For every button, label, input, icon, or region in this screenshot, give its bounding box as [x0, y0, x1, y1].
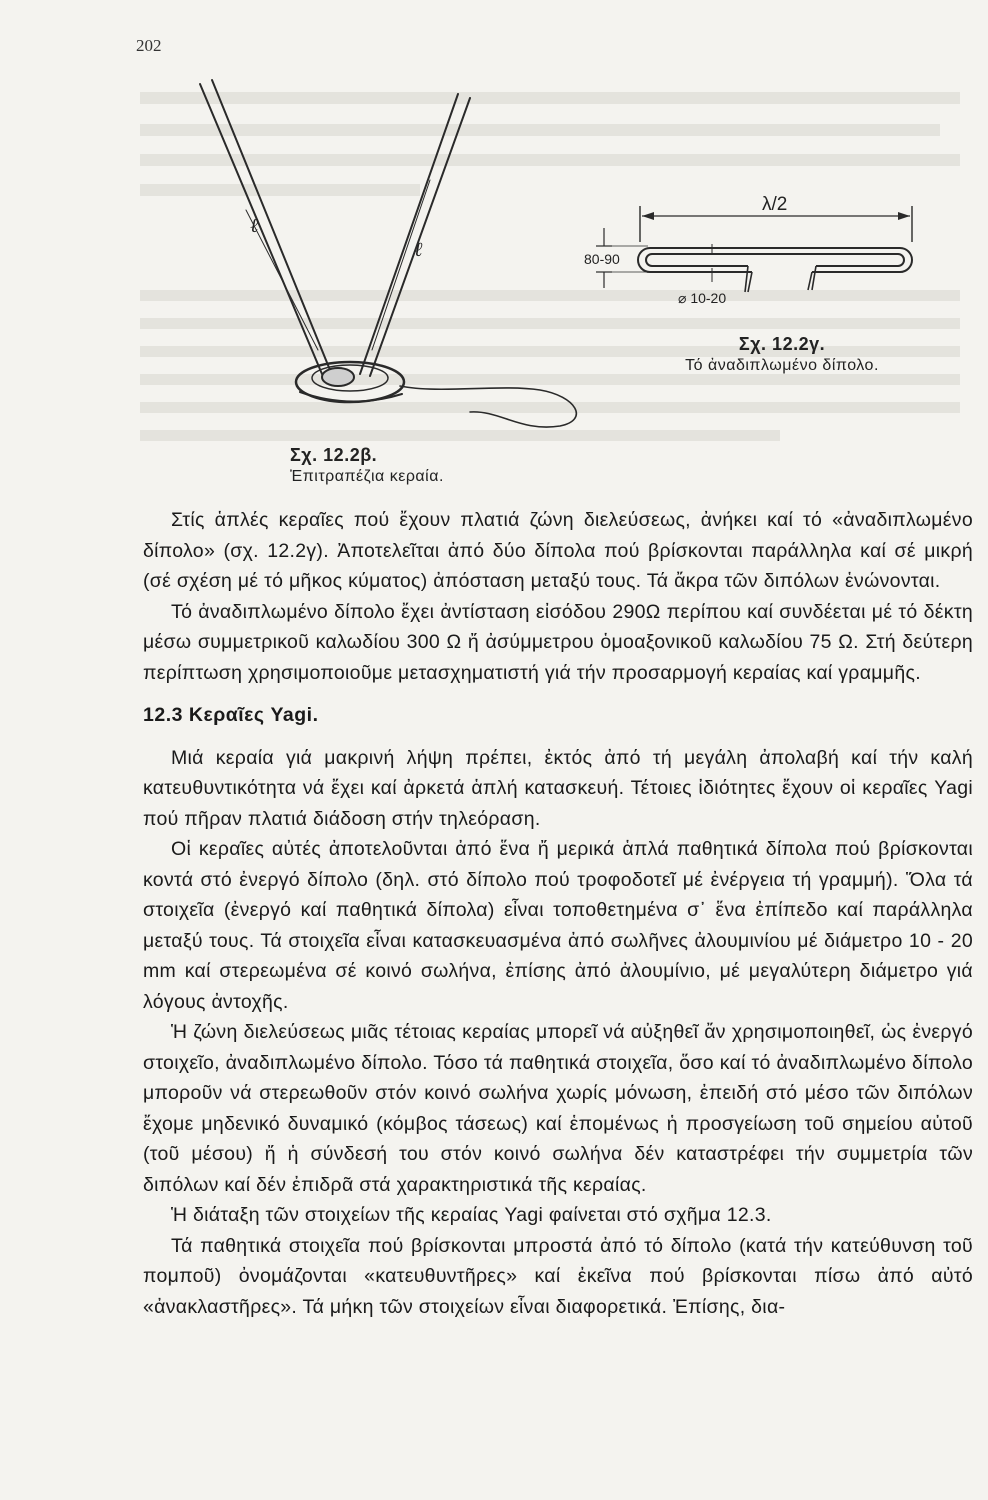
half-wavelength-label: λ/2 [762, 194, 788, 215]
fig-12-2b-caption: Ἐπιτραπέζια κεραία. [290, 468, 444, 485]
section-heading: 12.3 Κεραῖες Yagi. [143, 704, 319, 726]
paragraph: Ἡ ζώνη διελεύσεως μιᾶς τέτοιας κεραίας μπορεῖ νά αὐξηθεῖ ἄν χρησιμοποιηθεῖ, ὡς ἐνεργό στοιχεῖο, ἀναδιπλωμένο δίπολο. Τόσο τά παθητικά στοιχεῖα, ὅσο καί τό ἀναδιπλωμένο δίπολο μποροῦν νά στερεωθοῦν στόν κοινό σωλήνα χωρίς μόνωση, ἐπειδή στό μέσο τῶν διπόλων ἔχομε μηδενικό δυναμικό (κόμβος τάσεως) καί ἑπομένως ἡ προσγείωση τοῦ σημείου αὐτοῦ (τοῦ μέσου) ἤ ἡ σύνδεσή του στόν κοινό σωλήνα δέν καταστρέφει τήν συμμετρία τῶν διπόλων καί δέν ἐπιδρᾶ στά χαρακτηριστικά τῆς κεραίας. [143, 1021, 973, 1196]
rod-right-length-label: ℓ [414, 239, 423, 261]
fig-12-2c-caption: Τό ἀναδιπλωμένο δίπολο. [685, 357, 879, 374]
paragraph: Τά παθητικά στοιχεῖα πού βρίσκονται μπροστά ἀπό τό δίπολο (κατά τήν κατεύθυνση τοῦ πομποῦ) ὀνομάζονται «κατευθυντῆρες» καί ἐκεῖνα πού βρίσκονται πίσω ἀπό αὐτό «ἀνακλαστῆρες». Τά μήκη τῶν στοιχείων εἶναι διαφορετικά. Ἐπίσης, δια- [143, 1234, 973, 1318]
paragraph: Ἡ διάταξη τῶν στοιχείων τῆς κεραίας Yagi φαίνεται στό σχῆμα 12.3. [171, 1204, 772, 1226]
rod-left-length-label: ℓ [250, 215, 259, 237]
paragraph: Στίς ἁπλές κεραῖες πού ἔχουν πλατιά ζώνη διελεύσεως, ἀνήκει καί τό «ἀναδιπλωμένο δίπολο» (σχ. 12.2γ). Ἀποτελεῖται ἀπό δύο δίπολα πού βρίσκονται παράλληλα καί σέ μικρή (σέ σχέση μέ τό μῆκος κύματος) ἀπόσταση μεταξύ τους. Τά ἄκρα τῶν διπόλων ἑνώνονται. [143, 509, 973, 592]
paragraph: Μιά κεραία γιά μακρινή λήψη πρέπει, ἐκτός ἀπό τή μεγάλη ἀπολαβή καί τήν καλή κατευθυντικότητα νά ἔχει καί ἀρκετά ἁπλή κατασκευή. Τέτοιες ἰδιότητες ἔχουν οἱ κεραῖες Yagi πού πῆραν πλατιά διάδοση στήν τηλεόραση. [143, 746, 973, 830]
paragraph: Οἱ κεραῖες αὐτές ἀποτελοῦνται ἀπό ἕνα ἤ μερικά ἁπλά παθητικά δίπολα πού βρίσκονται κοντά στό ἐνεργό δίπολο (δηλ. στό δίπολο πού τροφοδοτεῖ μέ ἐνέργεια τή γραμμή). Ὅλα τά στοιχεῖα (ἐνεργό καί παθητικά δίπολα) εἶναι τοποθετημένα σ᾽ ἕνα ἐπίπεδο καί παράλληλα μεταξύ τους. Τά στοιχεῖα εἶναι κατασκευασμένα ἀπό σωλῆνες ἀλουμινίου μέ διάμετρο 10 - 20 mm καί στερεωμένα σέ κοινό σωλήνα, ἐπίσης ἀπό ἀλουμίνιο, μέ μεγαλύτερη διάμετρο γιά λόγους ἀντοχῆς. [143, 838, 973, 1013]
caption-fig-12-2b [290, 445, 444, 486]
folded-dipole-figure [596, 206, 912, 292]
fig-12-2c-number: Σχ. 12.2γ. [738, 334, 826, 354]
figure-area [0, 60, 988, 500]
tabletop-antenna-figure [0, 60, 988, 500]
diameter-label: ⌀ 10-20 [678, 290, 727, 306]
body-text [143, 505, 973, 1322]
page-number: 202 [136, 36, 162, 55]
paragraph: Τό ἀναδιπλωμένο δίπολο ἔχει ἀντίσταση εἰσόδου 290Ω περίπου καί συνδέεται μέ τό δέκτη μέσω συμμετρικοῦ καλωδίου 300 Ω ἤ ἀσύμμετρου ὁμοαξονικοῦ καλωδίου 75 Ω. Στή δεύτερη περίπτωση χρησιμοποιοῦμε μετασχηματιστή γιά τήν προσαρμογή κεραίας καί γραμμῆς. [143, 600, 973, 684]
fig-12-2b-number: Σχ. 12.2β. [290, 445, 378, 465]
spacing-label: 80-90 [584, 251, 620, 267]
caption-fig-12-2c [672, 334, 892, 375]
